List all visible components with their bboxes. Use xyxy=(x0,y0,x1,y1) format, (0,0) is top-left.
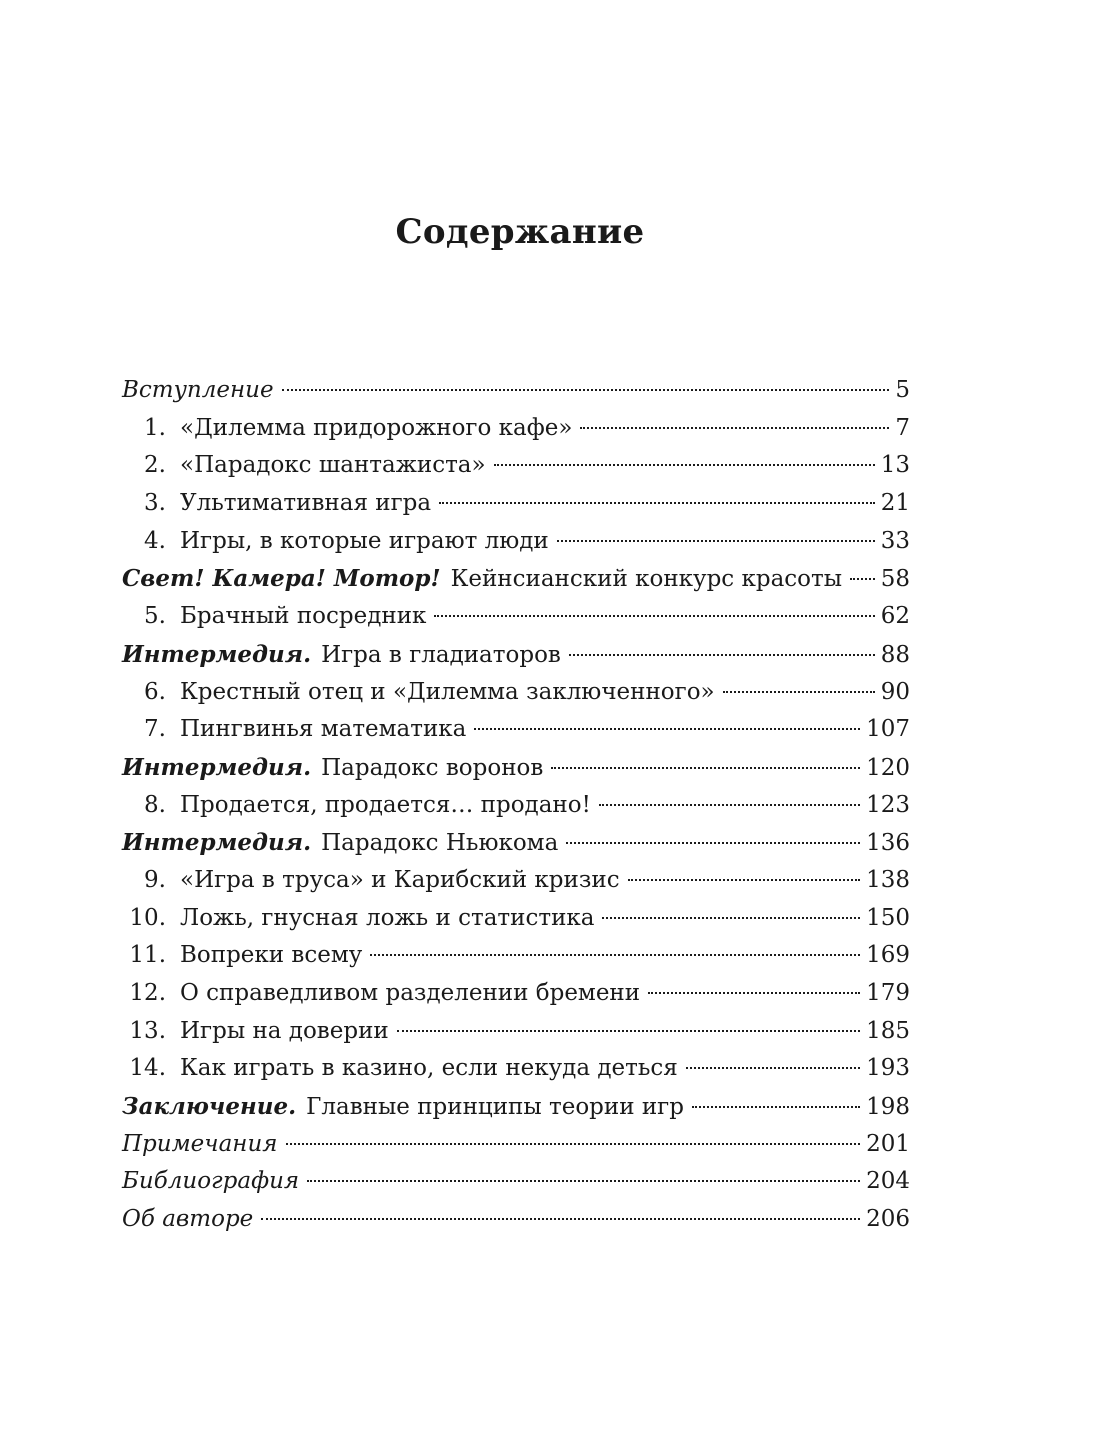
toc-entry-page-number: 123 xyxy=(866,791,910,818)
toc-entry[interactable] xyxy=(122,1163,910,1201)
dot-leader xyxy=(286,1143,861,1145)
toc-entry-page-number: 204 xyxy=(866,1168,910,1195)
dot-leader xyxy=(397,1030,860,1032)
dot-leader xyxy=(551,767,860,769)
toc-entry-title: Об авторе xyxy=(122,1206,254,1233)
toc-entry-title: Игры, в которые играют люди xyxy=(180,527,549,554)
toc-entry-page-number: 138 xyxy=(866,866,910,893)
toc-entry-number: 12. xyxy=(129,980,166,1006)
toc-entry-page-number: 185 xyxy=(866,1017,910,1044)
toc-entry[interactable] xyxy=(122,749,910,787)
toc-entry-title: Парадокс воронов xyxy=(321,754,544,781)
toc-entry-section-label: Заключение. xyxy=(122,1093,297,1121)
dot-leader xyxy=(434,615,874,617)
toc-entry[interactable] xyxy=(122,824,910,862)
toc-entry-title: Вступление xyxy=(122,377,274,403)
dot-leader xyxy=(648,992,860,994)
toc-entry-page-number: 5 xyxy=(895,377,910,403)
toc-entry-title: Ультимативная игра xyxy=(180,490,432,517)
dot-leader xyxy=(494,464,875,466)
toc-entry[interactable] xyxy=(122,1126,910,1164)
toc-entry[interactable] xyxy=(122,636,910,674)
toc-entry-page-number: 58 xyxy=(880,566,910,593)
toc-entry-section-label: Интермедия. xyxy=(122,753,312,781)
toc-entry-number: 7. xyxy=(144,716,166,743)
toc-entry[interactable] xyxy=(122,711,910,749)
toc-entry-page-number: 90 xyxy=(880,678,910,705)
toc-entry[interactable] xyxy=(122,523,910,561)
toc-entry[interactable] xyxy=(122,372,910,410)
dot-leader xyxy=(370,954,860,956)
toc-entry-number: 2. xyxy=(144,452,166,479)
toc-entry[interactable] xyxy=(122,560,910,598)
toc-entry-title: Крестный отец и «Дилемма заключенного» xyxy=(180,678,715,705)
dot-leader xyxy=(474,728,860,730)
toc-entry-page-number: 13 xyxy=(880,452,910,479)
toc-entry-page-number: 201 xyxy=(866,1130,910,1157)
toc-entry-title: Ложь, гнусная ложь и статистика xyxy=(180,904,595,931)
dot-leader xyxy=(686,1067,860,1069)
toc-entry-page-number: 136 xyxy=(866,830,910,857)
toc-entry-page-number: 169 xyxy=(866,942,910,969)
toc-entry-title: «Дилемма придорожного кафе» xyxy=(180,414,573,441)
toc-entry-title: «Игра в труса» и Карибский кризис xyxy=(180,866,620,893)
dot-leader xyxy=(307,1180,860,1182)
toc-entry-number: 4. xyxy=(144,527,166,554)
toc-entry-page-number: 150 xyxy=(866,904,910,931)
toc-entry[interactable] xyxy=(122,674,910,712)
toc-entry-section-label: Свет! Камера! Мотор! xyxy=(122,565,441,593)
table-of-contents xyxy=(122,372,910,1239)
toc-entry[interactable] xyxy=(122,1050,910,1088)
dot-leader xyxy=(628,879,860,881)
toc-entry-number: 9. xyxy=(144,866,166,893)
toc-entry[interactable] xyxy=(122,598,910,636)
toc-entry-title: Кейнсианский конкурс красоты xyxy=(450,566,843,593)
toc-entry-number: 6. xyxy=(144,678,166,705)
toc-entry-title: Брачный посредник xyxy=(180,603,427,630)
dot-leader xyxy=(557,540,875,542)
toc-entry-title: Продается, продается… продано! xyxy=(180,791,591,818)
toc-entry-number: 11. xyxy=(129,942,166,969)
dot-leader xyxy=(599,804,860,806)
toc-entry[interactable] xyxy=(122,975,910,1013)
toc-entry[interactable] xyxy=(122,862,910,900)
toc-entry-number: 1. xyxy=(144,414,166,441)
toc-entry-page-number: 88 xyxy=(880,641,910,668)
dot-leader xyxy=(439,502,875,504)
toc-entry-number: 14. xyxy=(129,1055,166,1082)
toc-entry-number: 10. xyxy=(129,904,166,931)
dot-leader xyxy=(580,427,889,429)
toc-entry-page-number: 206 xyxy=(866,1206,910,1233)
dot-leader xyxy=(602,917,860,919)
toc-entry-title: Пингвинья математика xyxy=(180,716,467,743)
toc-entry-title: «Парадокс шантажиста» xyxy=(180,452,486,479)
toc-entry-title: Игра в гладиаторов xyxy=(321,641,561,668)
toc-entry[interactable] xyxy=(122,937,910,975)
toc-entry-title: Парадокс Ньюкома xyxy=(321,830,559,857)
toc-entry-page-number: 179 xyxy=(866,980,910,1006)
toc-entry-page-number: 198 xyxy=(866,1094,910,1121)
toc-entry-section-label: Интермедия. xyxy=(122,829,312,857)
toc-entry-page-number: 7 xyxy=(895,414,910,441)
dot-leader xyxy=(261,1218,860,1220)
toc-entry-page-number: 33 xyxy=(880,527,910,554)
toc-entry[interactable] xyxy=(122,1088,910,1126)
toc-entry-section-label: Интермедия. xyxy=(122,640,312,668)
page-title: Содержание xyxy=(395,212,645,252)
toc-entry-number: 3. xyxy=(144,490,166,517)
dot-leader xyxy=(569,654,875,656)
toc-entry-number: 5. xyxy=(144,603,166,630)
dot-leader xyxy=(850,578,875,580)
toc-entry-title: Библиография xyxy=(122,1168,300,1195)
toc-entry-title: Главные принципы теории игр xyxy=(306,1094,684,1121)
dot-leader xyxy=(282,389,890,391)
toc-entry-page-number: 21 xyxy=(880,490,910,517)
dot-leader xyxy=(692,1106,860,1108)
toc-entry-number: 8. xyxy=(144,791,166,818)
toc-entry-page-number: 107 xyxy=(866,716,910,743)
toc-entry-page-number: 120 xyxy=(866,754,910,781)
toc-entry[interactable] xyxy=(122,787,910,825)
toc-entry-page-number: 62 xyxy=(880,603,910,630)
toc-entry-page-number: 193 xyxy=(866,1055,910,1082)
toc-entry[interactable] xyxy=(122,1013,910,1051)
toc-entry[interactable] xyxy=(122,1201,910,1239)
dot-leader xyxy=(723,691,875,693)
toc-entry-title: Как играть в казино, если некуда деться xyxy=(180,1055,678,1082)
toc-entry-number: 13. xyxy=(129,1017,166,1044)
toc-entry[interactable] xyxy=(122,447,910,485)
toc-entry[interactable] xyxy=(122,485,910,523)
toc-entry-title: Примечания xyxy=(122,1130,278,1157)
toc-entry[interactable] xyxy=(122,410,910,448)
toc-entry[interactable] xyxy=(122,900,910,938)
dot-leader xyxy=(566,842,860,844)
toc-entry-title: Вопреки всему xyxy=(180,942,363,969)
toc-entry-title: О справедливом разделении бремени xyxy=(180,980,641,1006)
toc-entry-title: Игры на доверии xyxy=(180,1017,389,1044)
